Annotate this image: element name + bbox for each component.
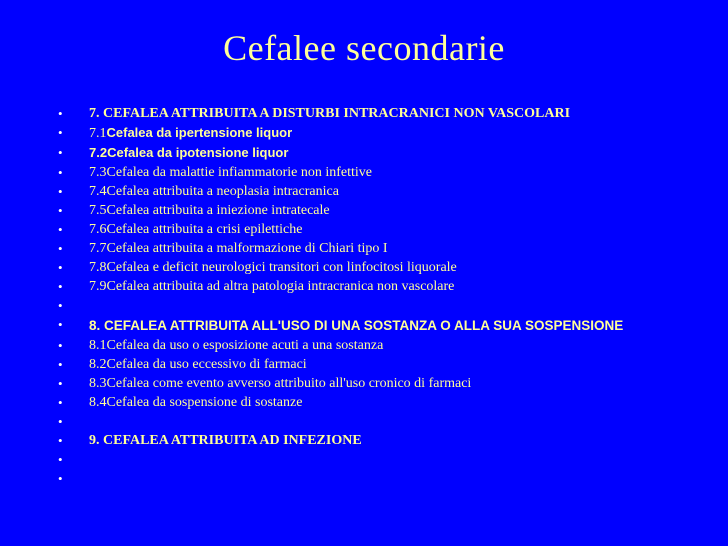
bullet-icon: •: [58, 433, 63, 448]
bullet-prefix: 7.1: [89, 126, 107, 141]
bullet-icon: •: [58, 414, 63, 429]
bullet-icon: •: [58, 298, 63, 313]
bullet-item: [58, 431, 678, 450]
bullet-item: [58, 469, 678, 488]
bullet-text: 8. CEFALEA ATTRIBUITA ALL'USO DI UNA SOSTANZA O ALLA SUA SOSPENSIONE: [89, 318, 624, 333]
bullet-icon: •: [58, 241, 63, 256]
bullet-item: [58, 336, 678, 355]
bullet-icon: •: [58, 184, 63, 199]
bullet-item: [58, 277, 678, 296]
bullet-text: 8.3Cefalea come evento avverso attribuito all'uso cronico di farmaci: [89, 376, 472, 391]
bullet-icon: •: [58, 106, 63, 121]
bullet-icon: •: [58, 222, 63, 237]
bullet-icon: •: [58, 471, 63, 486]
bullet-bold-text: Cefalea da ipertensione liquor: [106, 125, 293, 140]
bullet-text: 9. CEFALEA ATTRIBUITA AD INFEZIONE: [89, 433, 362, 448]
bullet-item: [58, 355, 678, 374]
bullet-text: [89, 126, 292, 141]
bullet-icon: •: [58, 279, 63, 294]
bullet-item: [58, 393, 678, 412]
bullet-text: 8.2Cefalea da uso eccessivo di farmaci: [89, 357, 307, 372]
bullet-text: 7.3Cefalea da malattie infiammatorie non infettive: [89, 165, 373, 180]
slide-title: Cefalee secondarie: [223, 28, 505, 68]
bullet-list: [58, 104, 678, 488]
bullet-item: [58, 239, 678, 258]
bullet-item: [58, 143, 678, 163]
bullet-icon: •: [58, 357, 63, 372]
bullet-icon: •: [58, 145, 63, 160]
bullet-text: 7.8Cefalea e deficit neurologici transitori con linfocitosi liquorale: [89, 260, 457, 275]
bullet-icon: •: [58, 260, 63, 275]
bullet-item: [58, 374, 678, 393]
bullet-item: [58, 296, 678, 315]
bullet-icon: •: [58, 165, 63, 180]
bullet-icon: •: [58, 395, 63, 410]
bullet-icon: •: [58, 338, 63, 353]
bullet-text: 8.4Cefalea da sospensione di sostanze: [89, 395, 303, 410]
bullet-item: [58, 182, 678, 201]
bullet-text: 7.7Cefalea attribuita a malformazione di Chiari tipo I: [89, 241, 388, 256]
bullet-text: 7. CEFALEA ATTRIBUITA A DISTURBI INTRACRANICI NON VASCOLARI: [89, 106, 571, 121]
bullet-item: [58, 315, 678, 336]
bullet-icon: •: [58, 203, 63, 218]
bullet-icon: •: [58, 317, 63, 332]
bullet-item: [58, 412, 678, 431]
bullet-text: 7.5Cefalea attribuita a iniezione intratecale: [89, 203, 330, 218]
bullet-item: [58, 163, 678, 182]
bullet-text: 7.2Cefalea da ipotensione liquor: [89, 145, 289, 160]
bullet-text: 8.1Cefalea da uso o esposizione acuti a una sostanza: [89, 338, 384, 353]
bullet-item: [58, 220, 678, 239]
bullet-icon: •: [58, 125, 63, 140]
bullet-item: [58, 201, 678, 220]
bullet-item: [58, 450, 678, 469]
bullet-item: [58, 123, 678, 143]
bullet-text: 7.9Cefalea attribuita ad altra patologia intracranica non vascolare: [89, 279, 455, 294]
bullet-text: 7.6Cefalea attribuita a crisi epilettiche: [89, 222, 303, 237]
bullet-item: [58, 104, 678, 123]
bullet-text: 7.4Cefalea attribuita a neoplasia intracranica: [89, 184, 339, 199]
bullet-item: [58, 258, 678, 277]
bullet-icon: •: [58, 452, 63, 467]
bullet-icon: •: [58, 376, 63, 391]
